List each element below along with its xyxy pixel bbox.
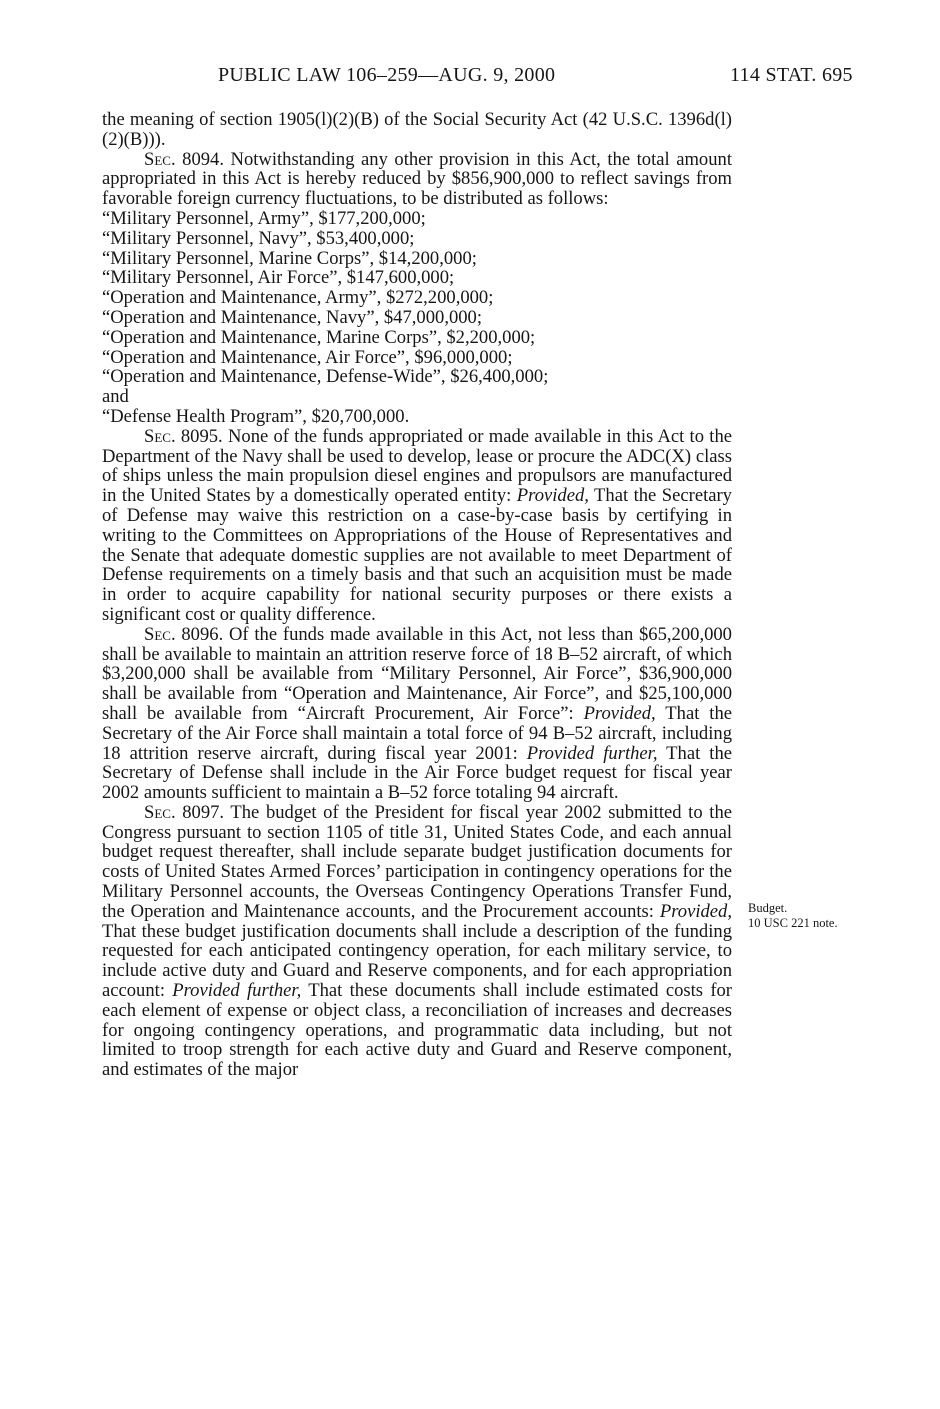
running-header-title: PUBLIC LAW 106–259—AUG. 9, 2000 <box>218 64 556 86</box>
proviso-italic: Provided, <box>583 702 656 724</box>
section-8094 <box>102 150 732 209</box>
section-label: Sec. 8095. <box>144 425 223 447</box>
page-reference: 114 STAT. 695 <box>730 64 853 86</box>
list-item: “Defense Health Program”, $20,700,000. <box>102 405 410 427</box>
proviso-italic: Provided further, <box>172 980 302 1002</box>
section-label: Sec. 8097. <box>144 801 225 823</box>
section-text: That the Secretary of Defense may waive this restriction on a case-by-case basis by certifying in writing to the Committees on Appropriations of the House of Representatives and the Senate that adequate domestic supplies are not available to meet Department of Defense requirements on a timely basis and that such an acquisition must be made in order to acquire capability for national security purposes or there exists a significant cost or quality difference. <box>102 485 732 625</box>
list-item: “Operation and Maintenance, Air Force”, $96,000,000; <box>102 346 513 368</box>
list-item: “Military Personnel, Army”, $177,200,000; <box>102 207 426 229</box>
section-text: Notwithstanding any other provision in this Act, the total amount appropriated in this Act is hereby reduced by $856,900,000 to reflect savings from favorable foreign currency fluctuations, to be distributed as follows: <box>102 148 732 210</box>
list-item: “Operation and Maintenance, Marine Corps”, $2,200,000; <box>102 326 536 348</box>
section-text: Of the funds made available in this Act, not less than $65,200,000 shall be available to maintain an attrition reserve force of 18 B–52 aircraft, of which $3,200,000 shall be available from “Military Personnel, Air Force”, $36,900,000 shall be available from “Operation and Maintenance, Air Force”, and $25,100,000 shall be available from “Aircraft Procurement, Air Force”: <box>102 623 732 724</box>
section-8096 <box>102 625 732 803</box>
margin-note-usc: 10 USC 221 note. <box>748 916 838 930</box>
body-text <box>102 110 732 1080</box>
list-conjunction: and <box>102 386 129 408</box>
proviso-italic: Provided, <box>516 485 589 507</box>
section-8095 <box>102 427 732 625</box>
section-text: That the Secretary of Defense shall include in the Air Force budget request for fiscal year 2002 amounts sufficient to maintain a B–52 force totaling 94 aircraft. <box>102 742 732 804</box>
section-text: That these budget justification documents shall include a description of the funding requested for each anticipated contingency operation, for each military service, to include active duty and Guard and Reserve components, and for each appropriation account: <box>102 920 732 1002</box>
section-text: That the Secretary of the Air Force shall maintain a total force of 94 B–52 aircraft, including 18 attrition reserve aircraft, during fiscal year 2001: <box>102 702 733 764</box>
list-item: “Military Personnel, Marine Corps”, $14,200,000; <box>102 247 477 269</box>
margin-note-budget: Budget. <box>748 901 788 915</box>
section-text: That these documents shall include estimated costs for each element of expense or object class, a reconciliation of increases and decreases for ongoing contingency operations, and programmatic data including, but not limited to troop strength for each active duty and Guard and Reserve component, and estimates of the major <box>102 980 732 1081</box>
section-label: Sec. 8094. <box>144 148 224 170</box>
section-text: The budget of the President for fiscal year 2002 submitted to the Congress pursuant to section 1105 of title 31, United States Code, and each annual budget request thereafter, shall include separate budget justification documents for costs of United States Armed Forces’ participation in contingency operations for the Military Personnel accounts, the Overseas Contingency Operations Transfer Fund, the Operation and Maintenance accounts, and the Procurement accounts: <box>102 801 732 922</box>
proviso-italic: Provided further, <box>526 742 658 764</box>
list-item: “Operation and Maintenance, Defense-Wide”, $26,400,000; <box>102 366 549 388</box>
proviso-italic: Provided, <box>659 900 732 922</box>
section-8097 <box>102 803 732 1080</box>
list-item: “Operation and Maintenance, Navy”, $47,000,000; <box>102 306 483 328</box>
list-item: “Operation and Maintenance, Army”, $272,200,000; <box>102 287 494 309</box>
section-text: None of the funds appropriated or made available in this Act to the Department of the Navy shall be used to develop, lease or procure the ADC(X) class of ships unless the main propulsion diesel engines and propulsors are manufactured in the United States by a domestically operated entity: <box>102 425 732 507</box>
section-label: Sec. 8096. <box>144 623 224 645</box>
list-item: “Military Personnel, Air Force”, $147,600,000; <box>102 267 455 289</box>
list-item: “Military Personnel, Navy”, $53,400,000; <box>102 227 415 249</box>
carryover-paragraph: the meaning of section 1905(l)(2)(B) of the Social Security Act (42 U.S.C. 1396d(l)(2)(B))). <box>102 109 732 150</box>
